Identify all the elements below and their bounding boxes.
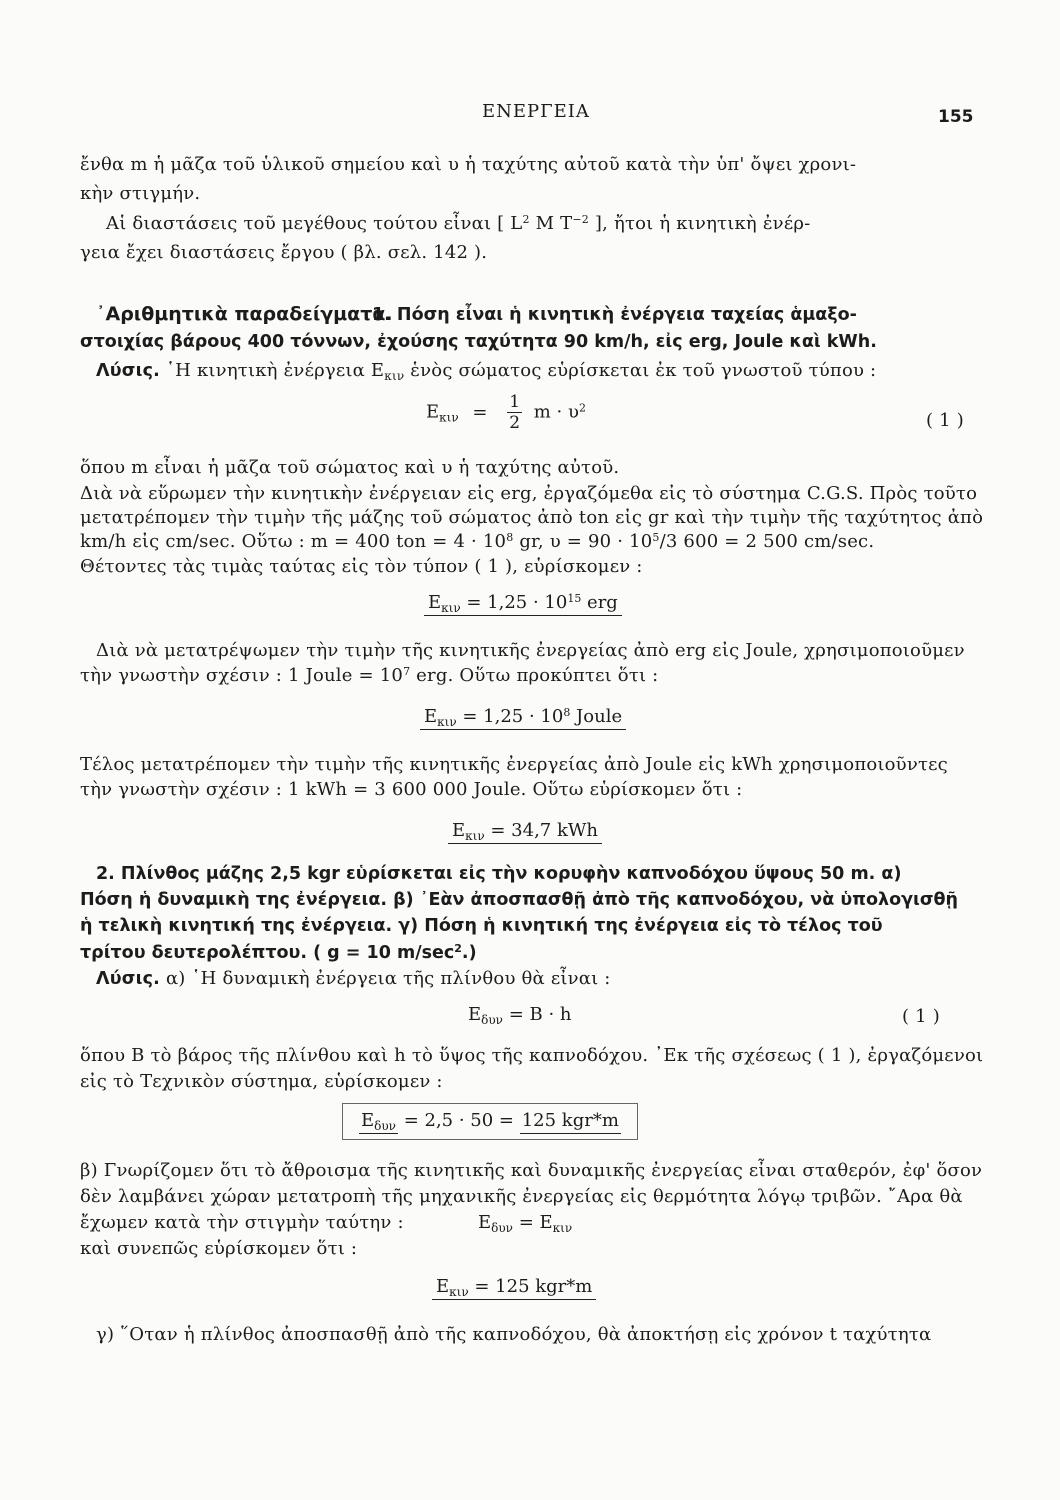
ex2-c-line: γ) ῞Οταν ἡ πλίνθος ἀποσπασθῇ ἀπὸ τῆς καπνοδόχου, θὰ ἀποκτήσῃ εἰς χρόνον t ταχύτητα — [96, 1324, 932, 1345]
ex1-where-line: ὅπου m εἶναι ἡ μᾶζα τοῦ σώματος καὶ υ ἡ ταχύτης αὐτοῦ. — [80, 457, 620, 478]
section-title: ᾿Αριθμητικὰ παραδείγματα. — [96, 303, 393, 325]
ex1-joule-line-2: τὴν γνωστὴν σχέσιν : 1 Joule = $10^7$ erg. Οὕτω προκύπτει ὅτι : — [80, 665, 659, 686]
ex1-result-erg: $E_{\kappa\iota\nu} = 1,25 \cdot 10^{15}$ erg — [424, 592, 622, 615]
intro-line-1: ἔνθα m ἡ μᾶζα τοῦ ὑλικοῦ σημείου καὶ υ ἡ ταχύτης αὐτοῦ κατὰ τὴν ὑπ' ὄψει χρονι- — [80, 154, 857, 175]
ex1-solution-intro: Λύσις. ῾Η κινητικὴ ἐνέργεια $E_{\kappa\iota\nu}$ ἑνὸς σώματος εὑρίσκεται ἐκ τοῦ γνωστοῦ τύπου : — [96, 360, 877, 383]
ex2-problem-line-4: τρίτου δευτερολέπτου. ( g = 10 $m/\sec^2$.) — [80, 942, 477, 963]
ex2-problem-line-3: ἡ τελικὴ κινητική της ἐνέργεια. γ) Πόση ἡ κινητική της ἐνέργεια εἰς τὸ τέλος τοῦ — [80, 916, 883, 936]
ex1-formula-number: ( 1 ) — [926, 410, 964, 431]
ex2-b-line-3-equation: $E_{\delta\upsilon\nu} = E_{\kappa\iota\nu}$ — [478, 1212, 573, 1235]
intro-line-4: γεια ἔχει διαστάσεις ἔργου ( βλ. σελ. 142 ). — [80, 242, 488, 263]
ex1-problem-line-1: 1. Πόση εἶναι ἡ κινητικὴ ἐνέργεια ταχείας ἁμαξο- — [372, 305, 857, 325]
page-number: 155 — [938, 107, 974, 127]
ex1-conv-line-2: μετατρέπομεν τὴν τιμὴν τῆς μάζης τοῦ σώματος ἀπὸ ton εἰς gr καὶ τὴν τιμὴν τῆς ταχύτητος ἀπὸ — [80, 507, 984, 528]
ex1-conv-line-3: km/h εἰς cm/sec. Οὕτω : m = 400 ton = $4 \cdot 10^8$ gr, $\upsilon = 90 \cdot 10^5/3$ 600 = 2 500 cm/sec. — [80, 531, 875, 552]
ex2-where-line-1: ὅπου B τὸ βάρος τῆς πλίνθου καὶ h τὸ ὕψος τῆς καπνοδόχου. ᾿Εκ τῆς σχέσεως ( 1 ), ἐργαζόμενοι — [80, 1045, 984, 1066]
ex1-problem-line-2: στοιχίας βάρους 400 τόννων, ἐχούσης ταχύτητα 90 km/h, εἰς erg, Joule καὶ kWh. — [80, 332, 877, 352]
fraction-half: $\frac{1}{2}$ — [509, 392, 521, 433]
ex2-result-kinetic: $E_{\kappa\iota\nu} = 125$ kgr*m — [432, 1276, 596, 1299]
ex2-b-line-3: ἔχωμεν κατὰ τὴν στιγμὴν ταύτην : — [80, 1212, 404, 1233]
ex2-b-line-2: δὲν λαμβάνει χώραν μετατροπὴ τῆς μηχανικῆς ἐνεργείας εἰς θερμότητα λόγῳ τριβῶν. ῎Αρα θὰ — [80, 1186, 963, 1207]
ex2-solution-intro: Λύσις. α) ῾Η δυναμικὴ ἐνέργεια τῆς πλίνθου θὰ εἶναι : — [96, 968, 611, 989]
ex2-result-potential-box: $E_{\delta\upsilon\nu} = 2,5 \cdot 50 = 125$ kgr*m — [342, 1103, 638, 1140]
solution-label: Λύσις. — [96, 361, 161, 381]
ex1-result-kwh: $E_{\kappa\iota\nu} = 34,7$ kWh — [448, 820, 602, 843]
ex1-place-line: Θέτοντες τὰς τιμὰς ταύτας εἰς τὸν τύπον ( 1 ), εὑρίσκομεν : — [80, 556, 643, 577]
ex2-problem-line-1: 2. Πλίνθος μάζης 2,5 kgr εὑρίσκεται εἰς τὴν κορυφὴν καπνοδόχου ὕψους 50 m. α) — [96, 864, 902, 884]
intro-line-2: κὴν στιγμήν. — [80, 183, 201, 204]
ex1-joule-line-1: Διὰ νὰ μετατρέψωμεν τὴν τιμὴν τῆς κινητικῆς ἐνεργείας ἀπὸ erg εἰς Joule, χρησιμοποιοῦμεν — [96, 640, 965, 661]
ex2-formula-number: ( 1 ) — [902, 1006, 940, 1027]
ex2-b-line-4: καὶ συνεπῶς εὑρίσκομεν ὅτι : — [80, 1238, 358, 1259]
ex1-formula: $E_{\kappa\iota\nu}$ = $\frac{1}{2}$ $m \cdot \upsilon^2$ — [426, 392, 586, 433]
ex2-where-line-2: εἰς τὸ Τεχνικὸν σύστημα, εὑρίσκομεν : — [80, 1071, 443, 1092]
solution-label: Λύσις. — [96, 969, 161, 989]
ex2-formula-potential: $E_{\delta\upsilon\nu} = B \cdot h$ — [468, 1004, 572, 1027]
ex1-kwh-line-1: Τέλος μετατρέπομεν τὴν τιμὴν τῆς κινητικῆς ἐνεργείας ἀπὸ Joule εἰς kWh χρησιμοποιοῦντες — [80, 754, 948, 775]
running-title: ΕΝΕΡΓΕΙΑ — [482, 101, 590, 122]
intro-line-3: Αἱ διαστάσεις τοῦ μεγέθους τούτου εἶναι [ $L^2$ M $T^{-2}$ ], ἤτοι ἡ κινητικὴ ἐνέρ- — [106, 213, 811, 234]
ex1-result-joule: $E_{\kappa\iota\nu} = 1,25 \cdot 10^8$ Joule — [420, 706, 626, 729]
ex1-kwh-line-2: τὴν γνωστὴν σχέσιν : 1 kWh = 3 600 000 Joule. Οὕτω εὑρίσκομεν ὅτι : — [80, 779, 743, 800]
ex2-problem-line-2: Πόση ἡ δυναμικὴ της ἐνέργεια. β) ᾿Εὰν ἀποσπασθῇ ἀπὸ τῆς καπνοδόχου, νὰ ὑπολογισθῇ — [80, 890, 958, 910]
ex2-b-line-1: β) Γνωρίζομεν ὅτι τὸ ἄθροισμα τῆς κινητικῆς καὶ δυναμικῆς ἐνεργείας εἶναι σταθερόν, ἐφ' ὅσον — [80, 1160, 983, 1181]
ex1-conv-line-1: Διὰ νὰ εὕρωμεν τὴν κινητικὴν ἐνέργειαν εἰς erg, ἐργαζόμεθα εἰς τὸ σύστημα C.G.S. Πρὸς τοῦτο — [80, 483, 978, 504]
